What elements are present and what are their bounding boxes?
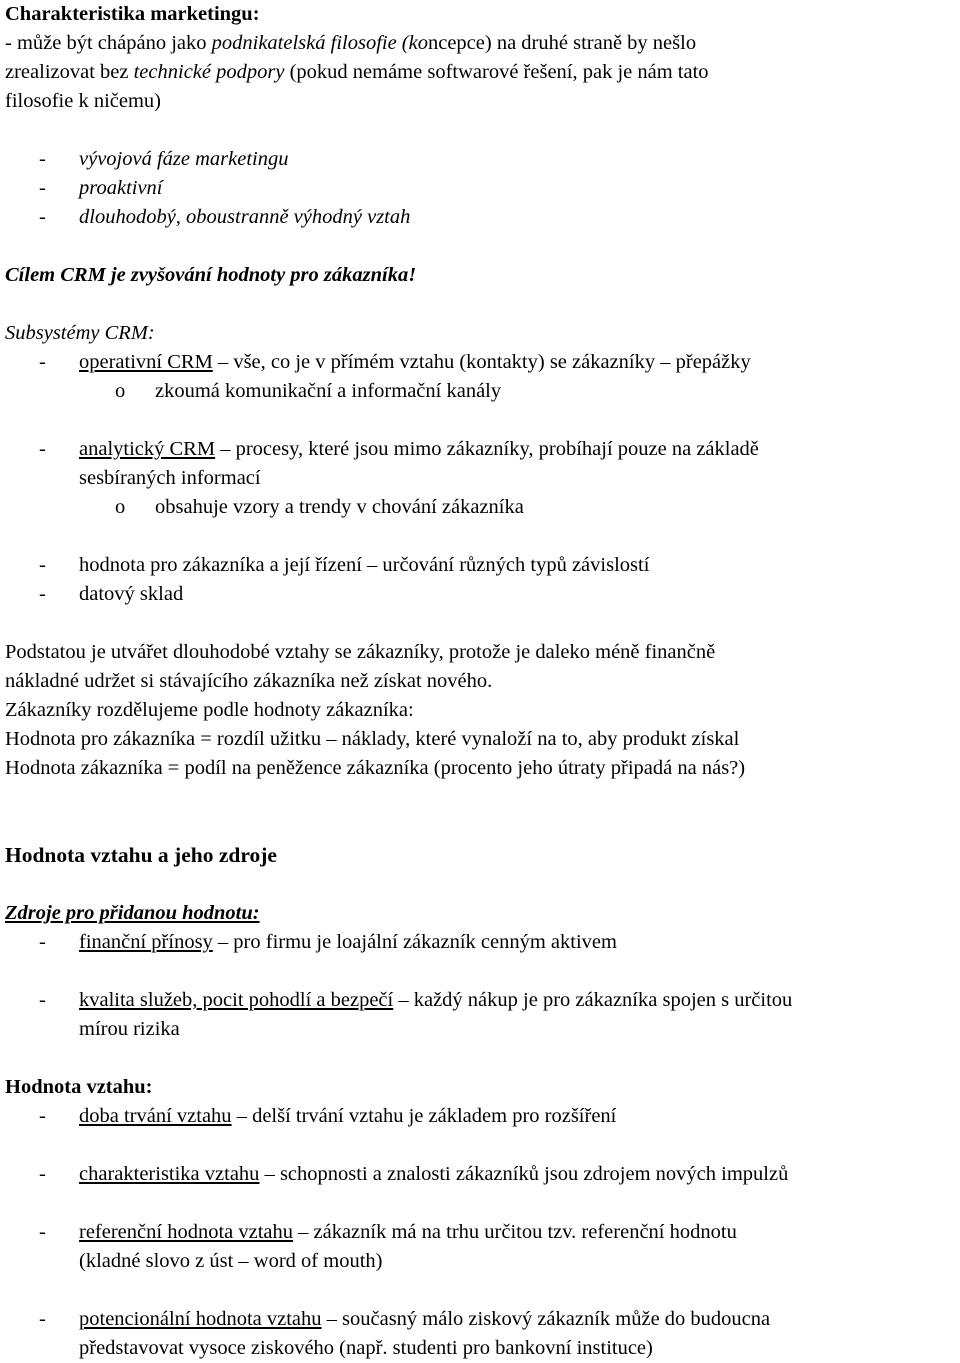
phase-bullet: - proaktivní bbox=[39, 177, 163, 199]
relation-item-cont: představovat vysoce ziskového (např. studenti pro bankovní instituce) bbox=[79, 1337, 653, 1359]
section-heading: Hodnota vztahu a jeho zdroje bbox=[5, 843, 277, 867]
intro-line-2: zrealizovat bez technické podpory (pokud nemáme softwarové řešení, pak je nám tato bbox=[5, 61, 709, 83]
subsystem-value: - hodnota pro zákazníka a její řízení – určování různých typů závislostí bbox=[39, 554, 650, 576]
intro-line-3: filosofie k ničemu) bbox=[5, 90, 161, 112]
source-item-cont: mírou rizika bbox=[79, 1018, 180, 1040]
subsystems-heading: Subsystémy CRM: bbox=[5, 322, 155, 344]
source-item: - kvalita služeb, pocit pohodlí a bezpečí – každý nákup je pro zákazníka spojen s určitou bbox=[39, 989, 793, 1011]
heading-marketing: Charakteristika marketingu: bbox=[5, 3, 260, 25]
paragraph-line: Zákazníky rozdělujeme podle hodnoty zákazníka: bbox=[5, 699, 414, 721]
relation-item: - potencionální hodnota vztahu – současný málo ziskový zákazník může do budoucna bbox=[39, 1308, 771, 1330]
relation-item: - referenční hodnota vztahu – zákazník má na trhu určitou tzv. referenční hodnotu bbox=[39, 1221, 737, 1243]
intro-line-1: - může být chápáno jako podnikatelská filosofie (koncepce) na druhé straně by nešlo bbox=[5, 32, 697, 54]
relation-item: - doba trvání vztahu – delší trvání vztahu je základem pro rozšíření bbox=[39, 1105, 617, 1127]
relation-heading: Hodnota vztahu: bbox=[5, 1076, 153, 1098]
phase-bullet: - vývojová fáze marketingu bbox=[39, 148, 289, 170]
paragraph-line: Podstatou je utvářet dlouhodobé vztahy se zákazníky, protože je daleko méně finančně bbox=[5, 641, 716, 663]
document-page bbox=[5, 0, 960, 1363]
subsystem-analytic-cont: sesbíraných informací bbox=[79, 467, 261, 489]
paragraph-line: Hodnota zákazníka = podíl na peněžence zákazníka (procento jeho útraty připadá na nás?) bbox=[5, 757, 746, 779]
relation-item-cont: (kladné slovo z úst – word of mouth) bbox=[79, 1250, 383, 1272]
sources-heading: Zdroje pro přidanou hodnotu: bbox=[5, 902, 260, 924]
source-item: - finanční přínosy – pro firmu je loajální zákazník cenným aktivem bbox=[39, 931, 617, 953]
relation-item: - charakteristika vztahu – schopnosti a znalosti zákazníků jsou zdrojem nových impulzů bbox=[39, 1163, 789, 1185]
subsystem-operative: - operativní CRM – vše, co je v přímém vztahu (kontakty) se zákazníky – přepážky bbox=[39, 351, 751, 373]
subsystem-operative-detail: o zkoumá komunikační a informační kanály bbox=[115, 380, 502, 402]
paragraph-line: nákladné udržet si stávajícího zákazníka než získat nového. bbox=[5, 670, 493, 692]
subsystem-analytic-detail: o obsahuje vzory a trendy v chování zákazníka bbox=[115, 496, 524, 518]
phase-bullet: - dlouhodobý, oboustranně výhodný vztah bbox=[39, 206, 411, 228]
subsystem-warehouse: - datový sklad bbox=[39, 583, 184, 605]
goal-statement: Cílem CRM je zvyšování hodnoty pro zákazníka! bbox=[5, 264, 417, 286]
paragraph-line: Hodnota pro zákazníka = rozdíl užitku – náklady, které vynaloží na to, aby produkt získal bbox=[5, 728, 740, 750]
subsystem-analytic: - analytický CRM – procesy, které jsou mimo zákazníky, probíhají pouze na základě bbox=[39, 438, 759, 460]
